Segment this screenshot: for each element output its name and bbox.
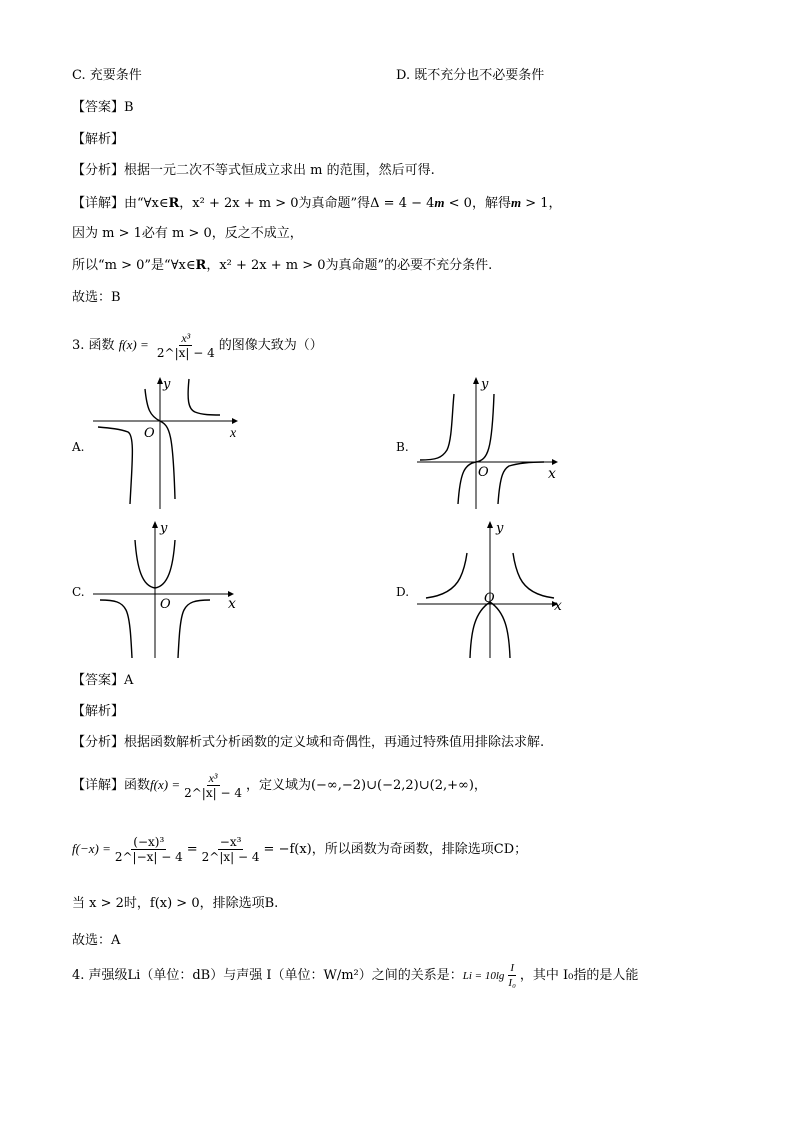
option-a-label: A. (72, 440, 85, 454)
detail-label: 【详解】 (72, 778, 125, 793)
summary-label: 【分析】 (72, 735, 125, 750)
q3-stem-b: 的图像大致为（） (218, 338, 323, 353)
fraction-2 (200, 835, 262, 864)
choice-line-q3: 故选：A (72, 933, 121, 948)
curve-right (178, 600, 210, 658)
curve-right (188, 379, 220, 415)
detail-line-1 (72, 194, 562, 213)
option-c-label: C. (72, 585, 85, 599)
numerator: x³ (208, 771, 218, 785)
x-label: x (554, 598, 562, 614)
y-arrow-icon (473, 377, 479, 384)
summary-text: 根据函数解析式分析函数的定义域和奇偶性，再通过特殊值用排除法求解. (124, 735, 545, 750)
detail3-text-b: ，x² + 2x + m > 0为真命题”的必要不充分条件. (206, 258, 493, 273)
denominator: 2^|x| − 4 (184, 786, 242, 800)
curve-left (100, 600, 132, 658)
answer-value: A (124, 673, 134, 688)
answer-line-prev (72, 99, 134, 117)
summary-label: 【分析】 (72, 163, 125, 178)
answer-label: 【答案】 (72, 100, 125, 115)
origin-label: O (144, 426, 155, 441)
y-label: y (481, 377, 489, 392)
answer-line-q3 (72, 672, 133, 690)
detail-q3-line-2 (72, 832, 527, 867)
denominator-2: 2^|x| − 4 (201, 850, 260, 864)
q3-denominator: 2^|x| − 4 (156, 346, 215, 360)
detail-q3-line-3: 当 x > 2时，f(x) > 0，排除选项B. (72, 896, 279, 911)
analysis-heading-q3: 【解析】 (72, 704, 125, 719)
var-m2: m (510, 195, 522, 210)
choice-line-prev: 故选：B (72, 290, 121, 305)
y-arrow-icon (152, 521, 158, 528)
q3-stem (72, 330, 323, 361)
fraction-1 (113, 835, 185, 864)
curve-right (513, 553, 554, 598)
curve-left (420, 394, 454, 460)
detail-text-a: 由“∀x∈ (124, 196, 169, 211)
numerator-1: (−x)³ (133, 835, 165, 849)
graph-d (414, 518, 564, 663)
answer-value: B (124, 100, 134, 115)
q4-text-b: ，其中 I₀指的是人能 (519, 968, 639, 983)
curve-right (498, 462, 544, 504)
detail-text-c: < 0，解得 (444, 196, 511, 211)
q4-stem (72, 958, 638, 994)
equals: = (186, 842, 198, 857)
q4-numerator: I (510, 962, 514, 974)
option-c-prev: C. 充要条件 (72, 68, 142, 83)
y-label: y (160, 521, 168, 536)
option-d-label: D. (396, 585, 410, 599)
origin-label: O (484, 591, 495, 606)
origin-label: O (160, 597, 171, 612)
set-r: R (168, 196, 180, 211)
x-label: x (230, 426, 237, 441)
analysis-heading-prev: 【解析】 (72, 132, 125, 147)
y-label: y (496, 521, 504, 536)
answer-label: 【答案】 (72, 673, 125, 688)
q4-fraction (506, 961, 518, 990)
detail-text-d: > 1， (521, 196, 562, 211)
detail-text-a: 函数 (124, 778, 151, 793)
detail-label: 【详解】 (72, 196, 125, 211)
q3-stem-a: 3. 函数 (72, 338, 115, 353)
option-b-label: B. (396, 440, 409, 454)
var-m: m (434, 195, 445, 210)
q3-fx: f(x) = (118, 337, 149, 352)
summary-text: 根据一元二次不等式恒成立求出 m 的范围，然后可得. (124, 163, 435, 178)
q4-text-a: 4. 声强级Li（单位：dB）与声强 I（单位：W/m²）之间的关系是： (72, 968, 463, 983)
detail-text-b: ，x² + 2x + m > 0为真命题”得Δ = 4 − 4 (179, 196, 435, 211)
x-label: x (548, 466, 556, 482)
graph-c (90, 518, 240, 663)
detail-text-b: ，定义域为(−∞,−2)∪(−2,2)∪(2,+∞)， (245, 778, 487, 793)
x-arrow-icon (552, 459, 558, 465)
x-label: x (228, 596, 236, 612)
origin-label: O (478, 465, 489, 480)
y-arrow-icon (487, 521, 493, 528)
set-r-2: R (195, 258, 207, 273)
x-arrow-icon (232, 418, 238, 424)
q3-fraction-2 (182, 771, 244, 800)
q4-formula: Li = 10lg (462, 970, 505, 982)
f-neg-x: f(−x) = (72, 841, 111, 856)
q4-denominator: I₀ (508, 977, 516, 989)
detail-text-b: = −f(x)，所以函数为奇函数，排除选项CD； (263, 842, 528, 857)
graph-a (90, 374, 240, 514)
analysis-summary-prev (72, 162, 435, 180)
denominator-1: 2^|−x| − 4 (114, 850, 183, 864)
detail3-text-a: 所以“m > 0”是“∀x∈ (72, 258, 196, 273)
numerator-2: −x³ (219, 835, 242, 849)
q3-fraction (155, 331, 217, 360)
detail-line-2: 因为 m > 1必有 m > 0，反之不成立， (72, 226, 303, 241)
analysis-summary-q3 (72, 734, 544, 752)
y-label: y (163, 377, 171, 392)
q3-fx-2: f(x) = (150, 777, 181, 792)
graph-b (414, 374, 564, 514)
detail-line-3 (72, 257, 492, 275)
detail-q3-line-1 (72, 768, 487, 803)
q3-numerator: x³ (181, 331, 191, 345)
curve-left (98, 427, 132, 504)
option-d-prev: D. 既不充分也不必要条件 (396, 68, 545, 83)
curve-left (426, 553, 467, 598)
